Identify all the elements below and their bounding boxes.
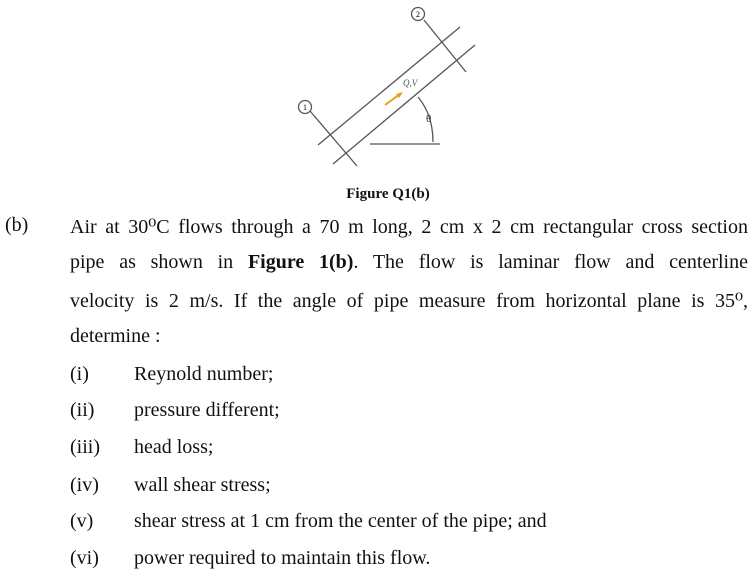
item-number: (vi) <box>70 547 99 569</box>
flow-label: Q,V <box>403 78 418 88</box>
item-text: wall shear stress; <box>134 474 271 496</box>
question-line: velocity is 2 m/s. If the angle of pipe measure from horizontal plane is 35⁰, <box>70 290 748 312</box>
angle-label: θ <box>426 113 432 125</box>
item-text: head loss; <box>134 436 214 458</box>
section-2-label: 2 <box>416 10 420 19</box>
item-text: pressure different; <box>134 399 280 421</box>
question-label: (b) <box>5 214 29 236</box>
item-number: (i) <box>70 363 89 385</box>
item-number: (iv) <box>70 474 99 496</box>
item-text: Reynold number; <box>134 363 274 385</box>
pipe-lower-wall <box>333 45 475 164</box>
item-number: (v) <box>70 510 94 532</box>
pipe-figure <box>0 0 751 200</box>
question-line: determine : <box>70 325 161 347</box>
question-line: Air at 30⁰C flows through a 70 m long, 2 cm x 2 cm rectangular cross section <box>70 216 748 238</box>
item-text: power required to maintain this flow. <box>134 547 431 569</box>
item-number: (ii) <box>70 399 95 421</box>
section-1-label: 1 <box>303 103 307 112</box>
figure-caption: Figure Q1(b) <box>346 186 430 202</box>
pipe-upper-wall <box>318 27 460 145</box>
item-text: shear stress at 1 cm from the center of the pipe; and <box>134 510 547 532</box>
question-line: pipe as shown in Figure 1(b). The flow is laminar flow and centerline <box>70 251 748 273</box>
item-number: (iii) <box>70 436 100 458</box>
